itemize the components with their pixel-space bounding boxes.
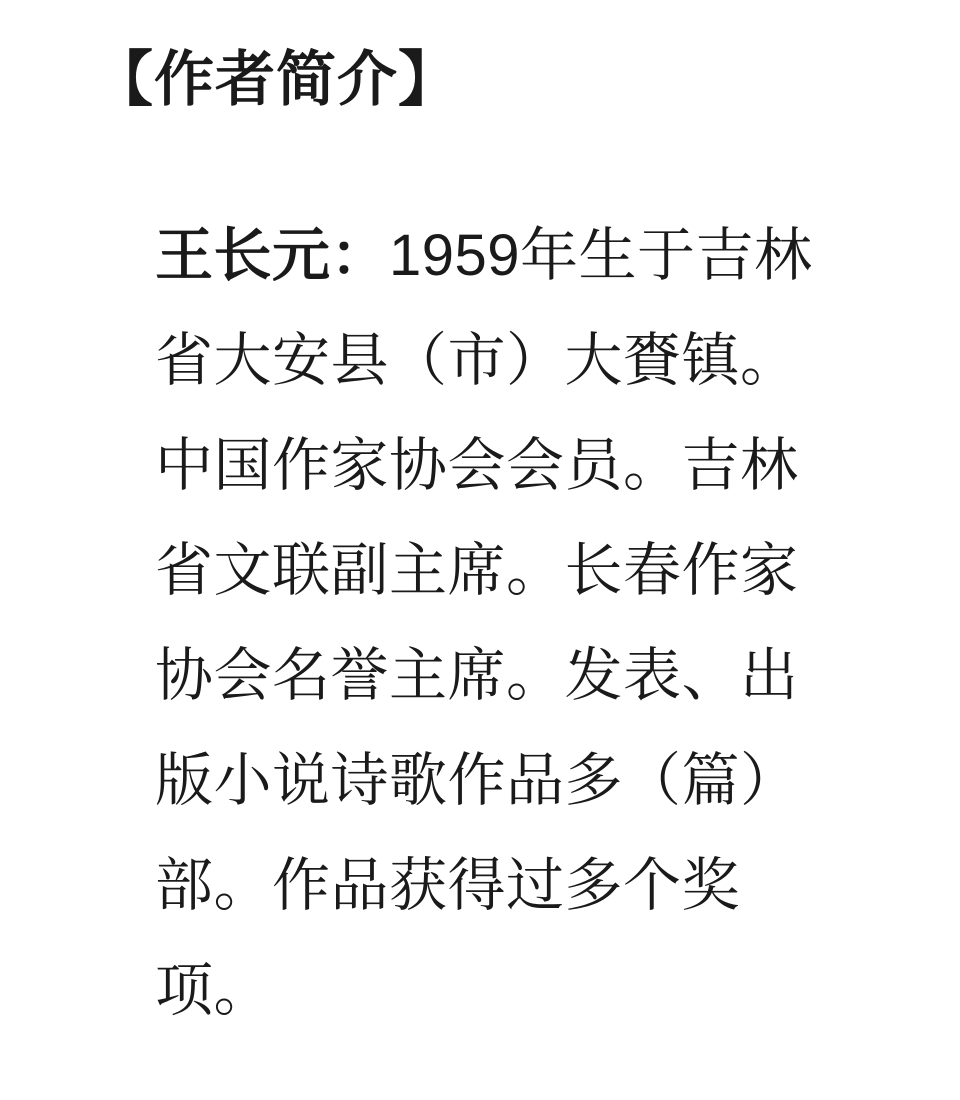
intro-line: 项。 bbox=[155, 958, 273, 1023]
section-heading: 【作者简介】 bbox=[93, 46, 459, 113]
intro-line: 部。作品获得过多个奖 bbox=[155, 853, 741, 918]
intro-line bbox=[155, 203, 855, 308]
intro-line: 版小说诗歌作品多（篇） bbox=[155, 748, 799, 813]
author-intro-paragraph bbox=[155, 203, 855, 1043]
intro-line: 中国作家协会会员。吉林 bbox=[155, 433, 799, 498]
intro-line: 协会名誉主席。发表、出 bbox=[155, 643, 799, 708]
intro-line: 省大安县（市）大賚镇。 bbox=[155, 328, 799, 393]
author-name: 王长元： bbox=[155, 223, 390, 288]
intro-line-text: 1959年生于吉林 bbox=[389, 223, 813, 288]
intro-line: 省文联副主席。长春作家 bbox=[155, 538, 799, 603]
